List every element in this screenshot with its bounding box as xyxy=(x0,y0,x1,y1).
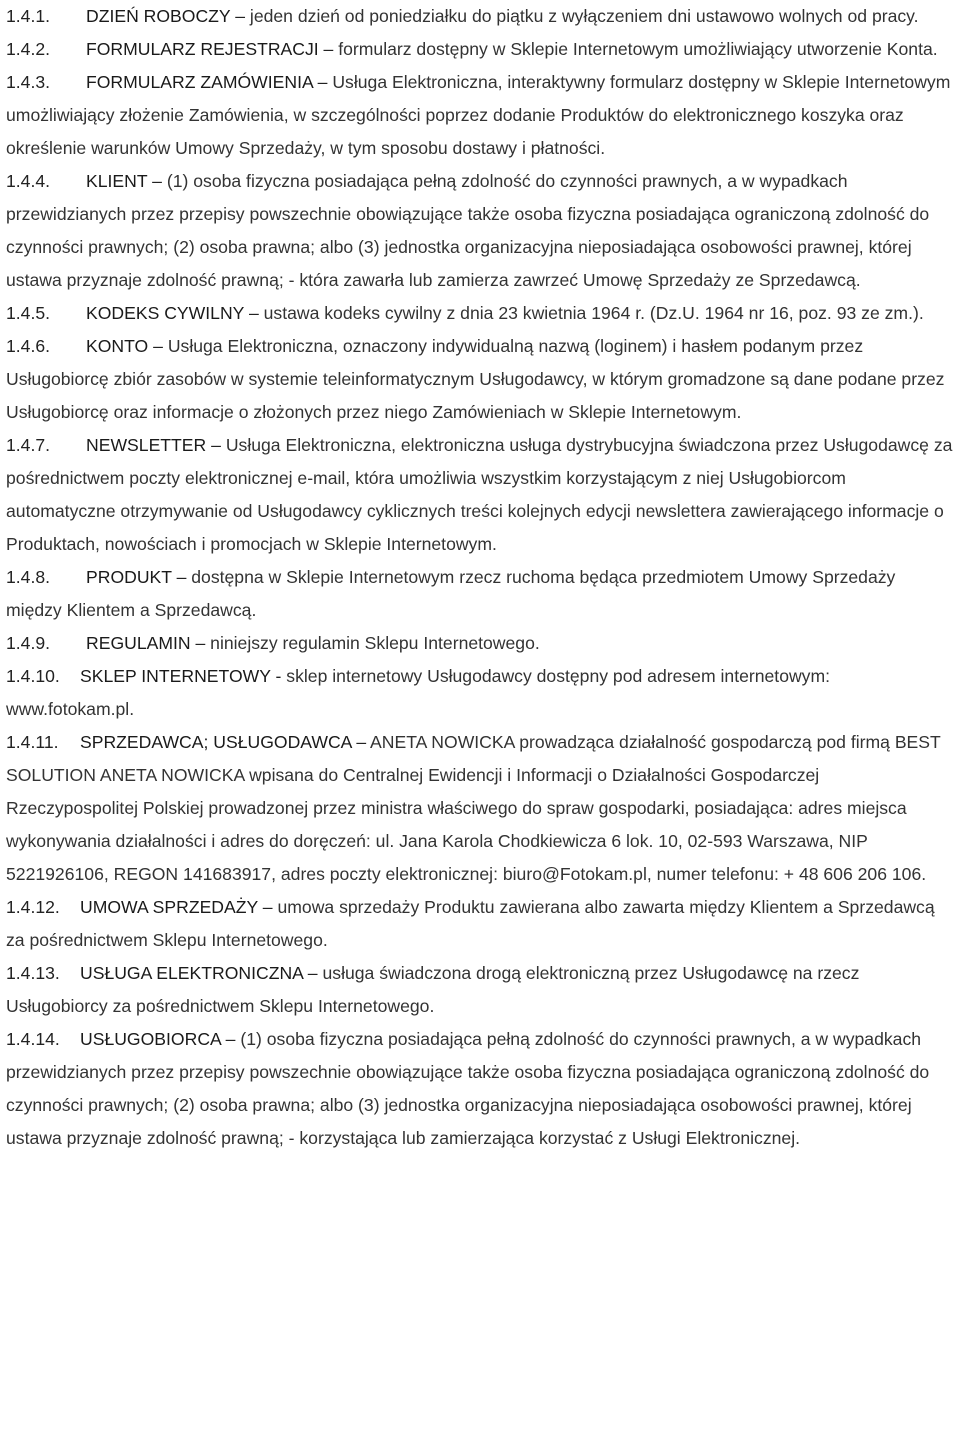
definition-term: KONTO xyxy=(86,336,149,356)
definition-text: dostępna w Sklepie Internetowym rzecz ruchoma będąca przedmiotem Umowy Sprzedaży między Klientem a Sprzedawcą. xyxy=(6,567,896,620)
definition-item: 1.4.6. KONTO – Usługa Elektroniczna, oznaczony indywidualną nazwą (loginem) i hasłem podanym przez Usługobiorcę zbiór zasobów w systemie teleinformatycznym Usługodawcy, w którym gromadzone są dane podane przez Usługobiorcę oraz informacje o złożonych przez niego Zamówieniach w Sklepie Internetowym. xyxy=(6,330,954,429)
definition-text: Usługa Elektroniczna, interaktywny formularz dostępny w Sklepie Internetowym umożliwiający złożenie Zamówienia, w szczególności poprzez dodanie Produktów do elektronicznego koszyka oraz określenie warunków Umowy Sprzedaży, w tym sposobu dostawy i płatności. xyxy=(6,72,951,158)
definition-text: (1) osoba fizyczna posiadająca pełną zdolność do czynności prawnych, a w wypadkach przewidzianych przez przepisy powszechnie obowiązujące także osoba fizyczna posiadająca ograniczoną zdolność do czynności prawnych; (2) osoba prawna; albo (3) jednostka organizacyjna nieposiadająca osobowości prawnej, której ustawa przyznaje zdolność prawną; - korzystająca lub zamierzająca korzystać z Usługi Elektronicznej. xyxy=(6,1029,930,1148)
definition-term: FORMULARZ REJESTRACJI xyxy=(86,39,319,59)
definition-number: 1.4.10. xyxy=(6,666,60,686)
definition-separator: - xyxy=(275,666,282,686)
definition-item: 1.4.1. DZIEŃ ROBOCZY – jeden dzień od poniedziałku do piątku z wyłączeniem dni ustawowo wolnych od pracy. xyxy=(6,0,954,33)
definition-term: FORMULARZ ZAMÓWIENIA xyxy=(86,72,313,92)
definition-item: 1.4.11. SPRZEDAWCA; USŁUGODAWCA – ANETA NOWICKA prowadząca działalność gospodarczą pod firmą BEST SOLUTION ANETA NOWICKA wpisana do Centralnej Ewidencji i Informacji o Działalności Gospodarczej Rzeczypospolitej Polskiej prowadzonej przez ministra właściwego do spraw gospodarki, posiadająca: adres miejsca wykonywania działalności i adres do doręczeń: ul. Jana Karola Chodkiewicza 6 lok. 10, 02-593 Warszawa, NIP 5221926106, REGON 141683917, adres poczty elektronicznej: biuro@Fotokam.pl, numer telefonu: + 48 606 206 106. xyxy=(6,726,954,891)
definition-item: 1.4.4. KLIENT – (1) osoba fizyczna posiadająca pełną zdolność do czynności prawnych, a w wypadkach przewidzianych przez przepisy powszechnie obowiązujące także osoba fizyczna posiadająca ograniczoną zdolność do czynności prawnych; (2) osoba prawna; albo (3) jednostka organizacyjna nieposiadająca osobowości prawnej, której ustawa przyznaje zdolność prawną; - która zawarła lub zamierza zawrzeć Umowę Sprzedaży ze Sprzedawcą. xyxy=(6,165,954,297)
definition-term: NEWSLETTER xyxy=(86,435,207,455)
definition-number: 1.4.3. xyxy=(6,72,51,92)
definition-text: umowa sprzedaży Produktu zawierana albo zawarta między Klientem a Sprzedawcą za pośrednictwem Sklepu Internetowego. xyxy=(6,897,935,950)
definition-text: niniejszy regulamin Sklepu Internetowego. xyxy=(210,633,540,653)
definition-text: ustawa kodeks cywilny z dnia 23 kwietnia 1964 r. (Dz.U. 1964 nr 16, poz. 93 ze zm.). xyxy=(263,303,924,323)
definition-number: 1.4.5. xyxy=(6,303,51,323)
definition-term: PRODUKT xyxy=(86,567,172,587)
definition-item: 1.4.13. USŁUGA ELEKTRONICZNA – usługa świadczona drogą elektroniczną przez Usługodawcę na rzecz Usługobiorcy za pośrednictwem Sklepu Internetowego. xyxy=(6,957,954,1023)
definition-term: SKLEP INTERNETOWY xyxy=(80,666,271,686)
definition-text: jeden dzień od poniedziałku do piątku z wyłączeniem dni ustawowo wolnych od pracy. xyxy=(249,6,919,26)
definition-number: 1.4.13. xyxy=(6,963,60,983)
definition-item: 1.4.12. UMOWA SPRZEDAŻY – umowa sprzedaży Produktu zawierana albo zawarta między Klientem a Sprzedawcą za pośrednictwem Sklepu Internetowego. xyxy=(6,891,954,957)
definition-item: 1.4.7. NEWSLETTER – Usługa Elektroniczna, elektroniczna usługa dystrybucyjna świadczona przez Usługodawcę za pośrednictwem poczty elektronicznej e-mail, która umożliwia wszystkim korzystającym z niej Usługobiorcom automatyczne otrzymywanie od Usługodawcy cyklicznych treści kolejnych edycji newslettera zawierającego informacje o Produktach, nowościach i promocjach w Sklepie Internetowym. xyxy=(6,429,954,561)
definition-text: ANETA NOWICKA prowadząca działalność gospodarczą pod firmą BEST SOLUTION ANETA NOWICKA wpisana do Centralnej Ewidencji i Informacji o Działalności Gospodarczej Rzeczypospolitej Polskiej prowadzonej przez ministra właściwego do spraw gospodarki, posiadająca: adres miejsca wykonywania działalności i adres do doręczeń: ul. Jana Karola Chodkiewicza 6 lok. 10, 02-593 Warszawa, NIP 5221926106, REGON 141683917, adres poczty elektronicznej: biuro@Fotokam.pl, numer telefonu: + 48 606 206 106. xyxy=(6,732,941,884)
definition-term: SPRZEDAWCA; USŁUGODAWCA xyxy=(80,732,352,752)
definition-term: KLIENT xyxy=(86,171,148,191)
definition-text: usługa świadczona drogą elektroniczną przez Usługodawcę na rzecz Usługobiorcy za pośrednictwem Sklepu Internetowego. xyxy=(6,963,860,1016)
definition-number: 1.4.1. xyxy=(6,6,51,26)
definition-text: sklep internetowy Usługodawcy dostępny pod adresem internetowym: www.fotokam.pl. xyxy=(6,666,831,719)
definition-item: 1.4.2. FORMULARZ REJESTRACJI – formularz dostępny w Sklepie Internetowym umożliwiający utworzenie Konta. xyxy=(6,33,954,66)
definition-number: 1.4.8. xyxy=(6,567,51,587)
definition-number: 1.4.4. xyxy=(6,171,51,191)
definition-number: 1.4.14. xyxy=(6,1029,60,1049)
definition-number: 1.4.9. xyxy=(6,633,51,653)
definition-text: (1) osoba fizyczna posiadająca pełną zdolność do czynności prawnych, a w wypadkach przewidzianych przez przepisy powszechnie obowiązujące także osoba fizyczna posiadająca ograniczoną zdolność do czynności prawnych; (2) osoba prawna; albo (3) jednostka organizacyjna nieposiadająca osobowości prawnej, której ustawa przyznaje zdolność prawną; - która zawarła lub zamierza zawrzeć Umowę Sprzedaży ze Sprzedawcą. xyxy=(6,171,930,290)
definition-text: formularz dostępny w Sklepie Internetowym umożliwiający utworzenie Konta. xyxy=(338,39,938,59)
definition-term: KODEKS CYWILNY xyxy=(86,303,245,323)
definition-number: 1.4.12. xyxy=(6,897,60,917)
definition-item: 1.4.9. REGULAMIN – niniejszy regulamin Sklepu Internetowego. xyxy=(6,627,954,660)
definition-text: Usługa Elektroniczna, elektroniczna usługa dystrybucyjna świadczona przez Usługodawcę za pośrednictwem poczty elektronicznej e-mail, która umożliwia wszystkim korzystającym z niej Usługobiorcom automatyczne otrzymywanie od Usługodawcy cyklicznych treści kolejnych edycji newslettera zawierającego informacje o Produktach, nowościach i promocjach w Sklepie Internetowym. xyxy=(6,435,953,554)
definition-term: UMOWA SPRZEDAŻY xyxy=(80,897,258,917)
definition-text: Usługa Elektroniczna, oznaczony indywidualną nazwą (loginem) i hasłem podanym przez Usługobiorcę zbiór zasobów w systemie teleinformatycznym Usługodawcy, w którym gromadzone są dane podane przez Usługobiorcę oraz informacje o złożonych przez niego Zamówieniach w Sklepie Internetowym. xyxy=(6,336,945,422)
definition-number: 1.4.6. xyxy=(6,336,51,356)
definition-number: 1.4.11. xyxy=(6,732,59,752)
definition-term: USŁUGA ELEKTRONICZNA xyxy=(80,963,303,983)
definition-item: 1.4.5. KODEKS CYWILNY – ustawa kodeks cywilny z dnia 23 kwietnia 1964 r. (Dz.U. 1964 nr 16, poz. 93 ze zm.). xyxy=(6,297,954,330)
definition-number: 1.4.2. xyxy=(6,39,51,59)
definition-number: 1.4.7. xyxy=(6,435,51,455)
definition-item: 1.4.8. PRODUKT – dostępna w Sklepie Internetowym rzecz ruchoma będąca przedmiotem Umowy Sprzedaży między Klientem a Sprzedawcą. xyxy=(6,561,954,627)
definition-term: USŁUGOBIORCA xyxy=(80,1029,221,1049)
definition-item: 1.4.14. USŁUGOBIORCA – (1) osoba fizyczna posiadająca pełną zdolność do czynności prawnych, a w wypadkach przewidzianych przez przepisy powszechnie obowiązujące także osoba fizyczna posiadająca ograniczoną zdolność do czynności prawnych; (2) osoba prawna; albo (3) jednostka organizacyjna nieposiadająca osobowości prawnej, której ustawa przyznaje zdolność prawną; - korzystająca lub zamierzająca korzystać z Usługi Elektronicznej. xyxy=(6,1023,954,1155)
definition-term: REGULAMIN xyxy=(86,633,191,653)
definition-term: DZIEŃ ROBOCZY xyxy=(86,6,231,26)
definition-item xyxy=(6,660,954,726)
definition-item: 1.4.3. FORMULARZ ZAMÓWIENIA – Usługa Elektroniczna, interaktywny formularz dostępny w Sklepie Internetowym umożliwiający złożenie Zamówienia, w szczególności poprzez dodanie Produktów do elektronicznego koszyka oraz określenie warunków Umowy Sprzedaży, w tym sposobu dostawy i płatności. xyxy=(6,66,954,165)
